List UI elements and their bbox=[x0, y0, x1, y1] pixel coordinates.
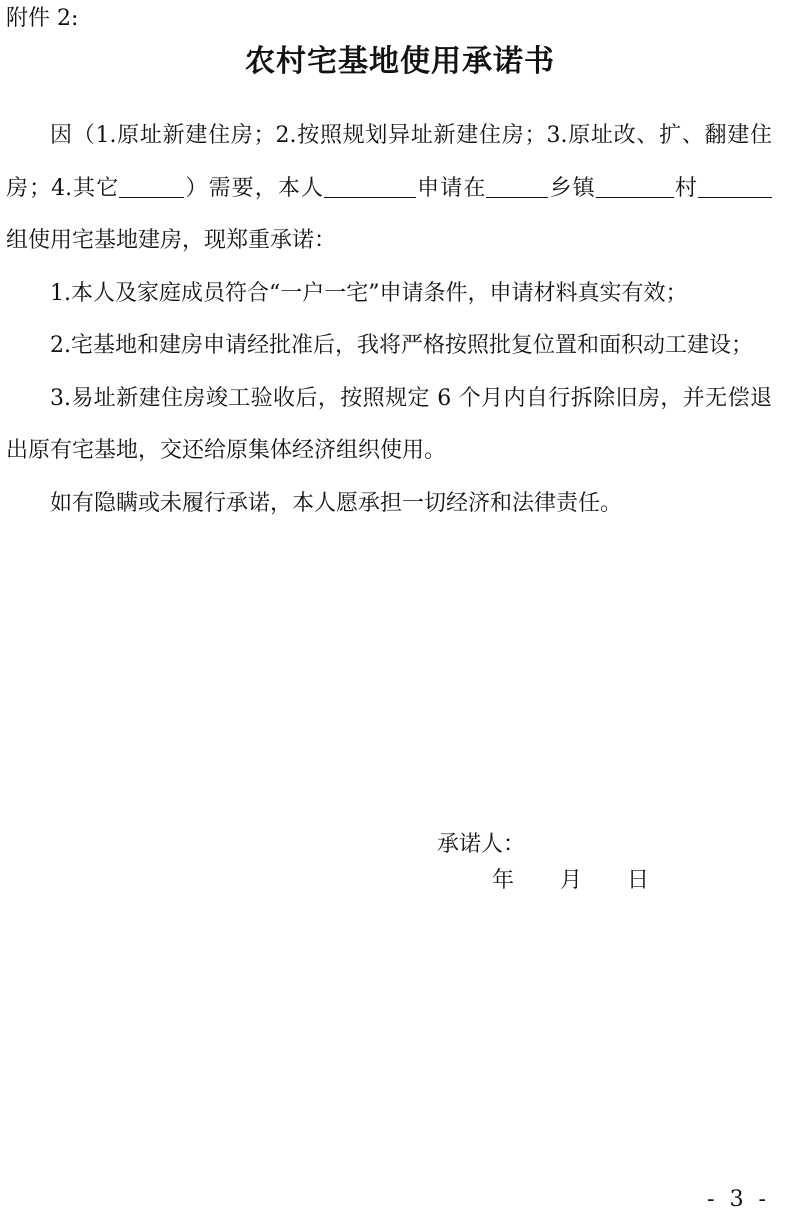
intro-text-4: 乡镇 bbox=[548, 175, 596, 201]
blank-township bbox=[486, 174, 548, 198]
commitment-item-2: 2.宅基地和建房申请经批准后，我将严格按照批复位置和面积动工建设； bbox=[50, 333, 753, 358]
signer-label: 承诺人： bbox=[437, 832, 526, 857]
page-number: - 3 - bbox=[707, 1187, 770, 1212]
commitment-item-3: 3.易址新建住房竣工验收后，按照规定 6 个月内自行拆除旧房，并无偿退出原有宅基地，交还给原集体经济组织使用。 bbox=[6, 385, 772, 463]
blank-village bbox=[596, 174, 674, 198]
intro-text-2: ）需要，本人 bbox=[184, 175, 325, 201]
date-year-label: 年 bbox=[492, 868, 515, 893]
closing-statement: 如有隐瞒或未履行承诺，本人愿承担一切经济和法律责任。 bbox=[50, 490, 623, 516]
intro-text-1: 因（1.原址新建住房；2.按照规划异址新建住房；3.原址改、扩、翻建住房；4.其它 bbox=[6, 123, 772, 201]
blank-other-reason bbox=[119, 174, 184, 198]
document-title: 农村宅基地使用承诺书 bbox=[245, 44, 555, 79]
intro-text-6: 组使用宅基地建房，现郑重承诺： bbox=[6, 228, 337, 253]
intro-paragraph bbox=[6, 110, 772, 268]
blank-applicant-name bbox=[324, 174, 416, 198]
intro-text-5: 村 bbox=[673, 175, 698, 201]
document-body bbox=[6, 110, 772, 530]
blank-group bbox=[698, 174, 772, 198]
date-day-label: 日 bbox=[627, 868, 650, 893]
intro-text-3: 申请在 bbox=[416, 175, 487, 201]
commitment-item-1: 1.本人及家庭成员符合“一户一宅”申请条件，申请材料真实有效； bbox=[50, 280, 688, 306]
date-month-label: 月 bbox=[560, 868, 583, 893]
attachment-label: 附件 2: bbox=[6, 6, 79, 31]
